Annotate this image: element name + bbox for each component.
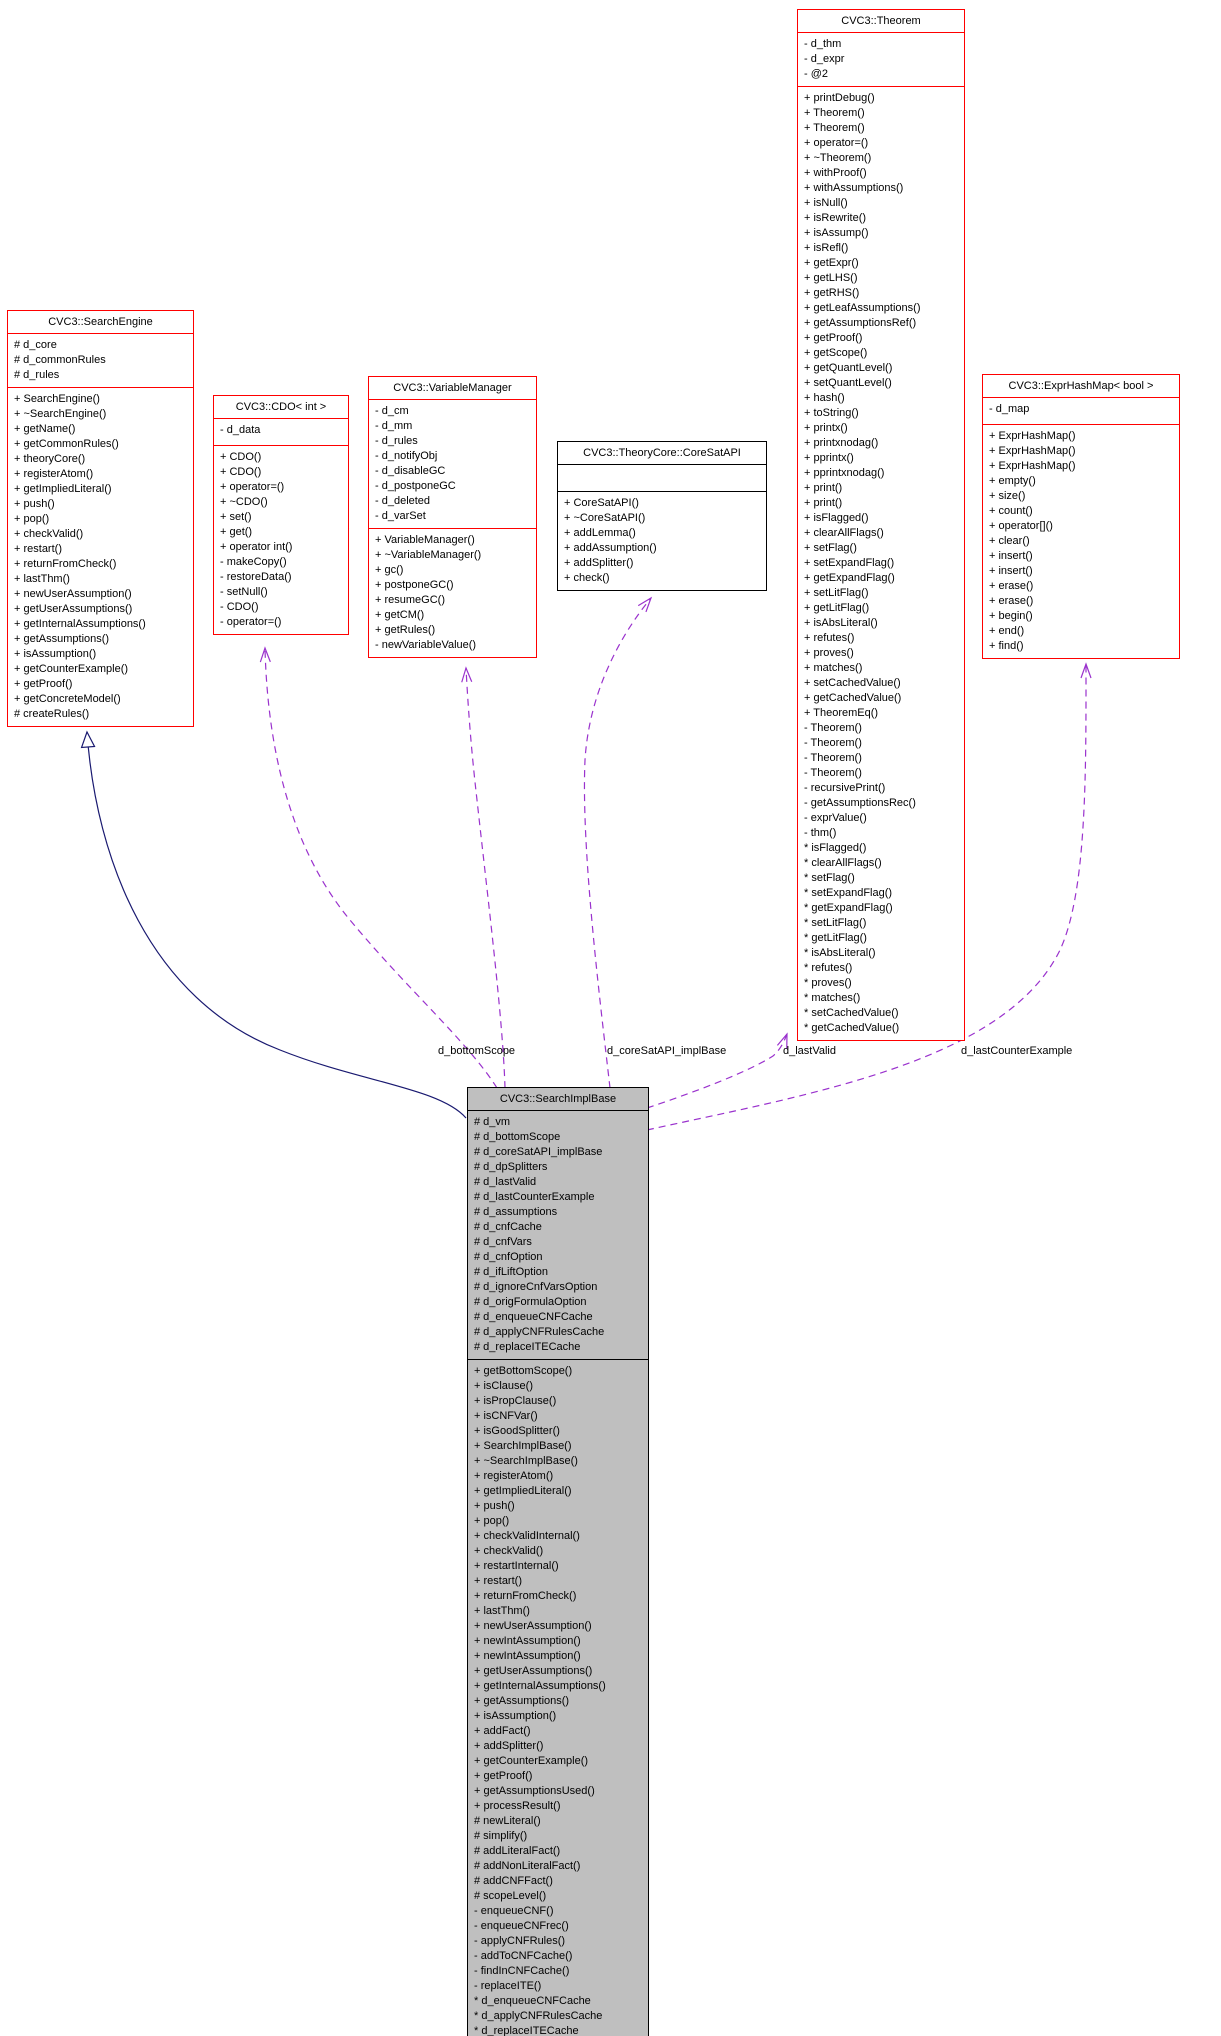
member-line: # d_origFormulaOption bbox=[474, 1296, 587, 1308]
member-line: + addLemma() bbox=[564, 527, 636, 539]
class-box-exprhashmap-bool bbox=[982, 374, 1180, 659]
member-line: - d_mm bbox=[375, 420, 413, 432]
member-line: * getCachedValue() bbox=[804, 1022, 900, 1034]
member-line: # addCNFFact() bbox=[474, 1875, 553, 1887]
class-title: CVC3::TheoryCore::CoreSatAPI bbox=[583, 447, 741, 459]
member-line: + size() bbox=[989, 490, 1026, 502]
member-line: + getCachedValue() bbox=[804, 692, 902, 704]
member-line: * setCachedValue() bbox=[804, 1007, 899, 1019]
member-line: + isRewrite() bbox=[804, 212, 867, 224]
member-line: + addFact() bbox=[474, 1725, 531, 1737]
member-line: + operator int() bbox=[220, 541, 293, 553]
class-title: CVC3::SearchEngine bbox=[48, 316, 153, 328]
member-line: # addLiteralFact() bbox=[474, 1845, 561, 1857]
member-line: - addToCNFCache() bbox=[474, 1950, 573, 1962]
member-line: - makeCopy() bbox=[220, 556, 287, 568]
member-line: + getLHS() bbox=[804, 272, 858, 284]
member-line: + getLitFlag() bbox=[804, 602, 870, 614]
member-line: # addNonLiteralFact() bbox=[474, 1860, 581, 1872]
member-line: + returnFromCheck() bbox=[474, 1590, 577, 1602]
member-line: + withAssumptions() bbox=[804, 182, 904, 194]
member-line: + toString() bbox=[804, 407, 859, 419]
member-line: - replaceITE() bbox=[474, 1980, 542, 1992]
member-line: + printxnodag() bbox=[804, 437, 879, 449]
member-line: * getLitFlag() bbox=[804, 932, 867, 944]
class-box-cdo-int bbox=[213, 395, 349, 635]
edge-label-d-bottomscope: d_bottomScope bbox=[438, 1045, 516, 1057]
member-line: + getCommonRules() bbox=[14, 438, 119, 450]
class-title: CVC3::CDO< int > bbox=[235, 401, 327, 413]
member-line: + end() bbox=[989, 625, 1025, 637]
class-attributes bbox=[468, 1110, 648, 1359]
member-line: * isAbsLiteral() bbox=[804, 947, 876, 959]
member-line: - @2 bbox=[804, 68, 829, 80]
member-line: + getCM() bbox=[375, 609, 425, 621]
member-line: + restartInternal() bbox=[474, 1560, 559, 1572]
member-line: + getCounterExample() bbox=[474, 1755, 589, 1767]
member-line: - d_expr bbox=[804, 53, 845, 65]
member-line: - applyCNFRules() bbox=[474, 1935, 566, 1947]
member-line: - setNull() bbox=[220, 586, 268, 598]
member-line: + getAssumptionsRef() bbox=[804, 317, 917, 329]
member-line: + ~SearchEngine() bbox=[14, 408, 107, 420]
member-line: # d_cnfOption bbox=[474, 1251, 543, 1263]
member-line: * isFlagged() bbox=[804, 842, 867, 854]
member-line: # d_lastCounterExample bbox=[474, 1191, 595, 1203]
member-line: - d_rules bbox=[375, 435, 418, 447]
member-line: # d_replaceITECache bbox=[474, 1341, 581, 1353]
member-line: + ~CoreSatAPI() bbox=[564, 512, 646, 524]
member-line: + isAssump() bbox=[804, 227, 869, 239]
class-attributes bbox=[558, 464, 766, 491]
member-line: + CoreSatAPI() bbox=[564, 497, 639, 509]
member-line: + getCounterExample() bbox=[14, 663, 129, 675]
class-attributes bbox=[798, 32, 964, 86]
member-line: + getProof() bbox=[474, 1770, 533, 1782]
member-line: + printx() bbox=[804, 422, 848, 434]
member-line: - d_thm bbox=[804, 38, 842, 50]
member-line: + clearAllFlags() bbox=[804, 527, 884, 539]
member-line: + getUserAssumptions() bbox=[474, 1665, 593, 1677]
member-line: - d_notifyObj bbox=[375, 450, 438, 462]
class-methods bbox=[468, 1359, 648, 2036]
member-line: + checkValid() bbox=[474, 1545, 544, 1557]
edge-d-vm-to-variablemanager bbox=[466, 668, 505, 1088]
class-attributes bbox=[369, 399, 536, 528]
edge-label-d-lastvalid: d_lastValid bbox=[783, 1045, 836, 1057]
class-attributes bbox=[983, 397, 1179, 424]
member-line: + isAssumption() bbox=[474, 1710, 557, 1722]
member-line: + getQuantLevel() bbox=[804, 362, 893, 374]
member-line: * d_applyCNFRulesCache bbox=[474, 2010, 603, 2022]
class-box-searchimplbase bbox=[467, 1087, 649, 2036]
member-line: + hash() bbox=[804, 392, 845, 404]
member-line: + ExprHashMap() bbox=[989, 460, 1076, 472]
member-line: + setCachedValue() bbox=[804, 677, 901, 689]
member-line: + newIntAssumption() bbox=[474, 1650, 581, 1662]
member-line: + insert() bbox=[989, 550, 1033, 562]
member-line: - getAssumptionsRec() bbox=[804, 797, 916, 809]
member-line: + gc() bbox=[375, 564, 404, 576]
member-line: + isGoodSplitter() bbox=[474, 1425, 560, 1437]
member-line: + isAbsLiteral() bbox=[804, 617, 878, 629]
member-line: + isRefl() bbox=[804, 242, 849, 254]
member-line: + getImpliedLiteral() bbox=[474, 1485, 572, 1497]
member-line: + getUserAssumptions() bbox=[14, 603, 133, 615]
member-line: + getScope() bbox=[804, 347, 868, 359]
member-line: + count() bbox=[989, 505, 1033, 517]
member-line: + set() bbox=[220, 511, 252, 523]
member-line: * setLitFlag() bbox=[804, 917, 867, 929]
member-line: - Theorem() bbox=[804, 737, 862, 749]
member-line: + CDO() bbox=[220, 451, 262, 463]
member-line: - d_postponeGC bbox=[375, 480, 456, 492]
member-line: + print() bbox=[804, 497, 843, 509]
member-line: + ExprHashMap() bbox=[989, 445, 1076, 457]
member-line: + push() bbox=[14, 498, 55, 510]
member-line: + print() bbox=[804, 482, 843, 494]
class-title: CVC3::ExprHashMap< bool > bbox=[1008, 380, 1154, 392]
class-methods bbox=[558, 491, 766, 590]
member-line: * setExpandFlag() bbox=[804, 887, 893, 899]
member-line: + getConcreteModel() bbox=[14, 693, 121, 705]
member-line: + clear() bbox=[989, 535, 1030, 547]
class-box-theorycore-coresatapi bbox=[557, 441, 767, 591]
edge-d-bottomscope-to-cdo bbox=[265, 648, 497, 1088]
member-line: + operator[]() bbox=[989, 520, 1053, 532]
member-line: + insert() bbox=[989, 565, 1033, 577]
member-line: + addSplitter() bbox=[564, 557, 634, 569]
member-line: + addAssumption() bbox=[564, 542, 657, 554]
member-line: + isClause() bbox=[474, 1380, 533, 1392]
member-line: + SearchImplBase() bbox=[474, 1440, 572, 1452]
class-methods bbox=[214, 445, 348, 634]
member-line: + check() bbox=[564, 572, 610, 584]
edge-label-d-lastcounterexample: d_lastCounterExample bbox=[961, 1045, 1073, 1057]
class-box-theorem bbox=[797, 9, 965, 1041]
member-line: + getExpandFlag() bbox=[804, 572, 895, 584]
member-line: - CDO() bbox=[220, 601, 259, 613]
member-line: + getProof() bbox=[14, 678, 73, 690]
member-line: + ~VariableManager() bbox=[375, 549, 482, 561]
class-methods bbox=[369, 528, 536, 657]
member-line: + restart() bbox=[474, 1575, 522, 1587]
class-box-variablemanager bbox=[368, 376, 537, 658]
member-line: + setExpandFlag() bbox=[804, 557, 895, 569]
member-line: # simplify() bbox=[474, 1830, 528, 1842]
member-line: + Theorem() bbox=[804, 107, 865, 119]
member-line: + getProof() bbox=[804, 332, 863, 344]
member-line: + ExprHashMap() bbox=[989, 430, 1076, 442]
member-line: + newIntAssumption() bbox=[474, 1635, 581, 1647]
member-line: + begin() bbox=[989, 610, 1033, 622]
member-line: + getRHS() bbox=[804, 287, 860, 299]
member-line: - enqueueCNFrec() bbox=[474, 1920, 569, 1932]
member-line: + getLeafAssumptions() bbox=[804, 302, 921, 314]
member-line: + getInternalAssumptions() bbox=[14, 618, 146, 630]
member-line: # d_ignoreCnfVarsOption bbox=[474, 1281, 598, 1293]
member-line: # d_vm bbox=[474, 1116, 511, 1128]
member-line: + lastThm() bbox=[474, 1605, 530, 1617]
member-line: - d_cm bbox=[375, 405, 409, 417]
member-line: + matches() bbox=[804, 662, 863, 674]
class-box-searchengine bbox=[7, 310, 194, 727]
member-line: - thm() bbox=[804, 827, 837, 839]
member-line: + pprintx() bbox=[804, 452, 854, 464]
member-line: * d_enqueueCNFCache bbox=[474, 1995, 591, 2007]
member-line: * matches() bbox=[804, 992, 861, 1004]
member-line: - d_disableGC bbox=[375, 465, 446, 477]
member-line: + restart() bbox=[14, 543, 62, 555]
class-methods bbox=[8, 387, 193, 726]
class-attributes bbox=[8, 333, 193, 387]
member-line: + Theorem() bbox=[804, 122, 865, 134]
member-line: + newUserAssumption() bbox=[474, 1620, 592, 1632]
member-line: + VariableManager() bbox=[375, 534, 475, 546]
member-line: + operator=() bbox=[804, 137, 869, 149]
member-line: - d_varSet bbox=[375, 510, 426, 522]
member-line: + theoryCore() bbox=[14, 453, 86, 465]
member-line: + erase() bbox=[989, 595, 1034, 607]
class-methods bbox=[983, 424, 1179, 658]
member-line: + ~SearchImplBase() bbox=[474, 1455, 578, 1467]
member-line: + pop() bbox=[14, 513, 50, 525]
member-line: - Theorem() bbox=[804, 767, 862, 779]
class-methods bbox=[798, 86, 964, 1040]
member-line: # d_dpSplitters bbox=[474, 1161, 548, 1173]
member-line: + resumeGC() bbox=[375, 594, 445, 606]
member-line: # d_bottomScope bbox=[474, 1131, 561, 1143]
member-line: + get() bbox=[220, 526, 253, 538]
member-line: - d_deleted bbox=[375, 495, 431, 507]
member-line: # scopeLevel() bbox=[474, 1890, 547, 1902]
member-line: - operator=() bbox=[220, 616, 282, 628]
member-line: + isAssumption() bbox=[14, 648, 97, 660]
edge-d-coresatapi-implbase-to-coresatapi bbox=[584, 598, 651, 1088]
member-line: + postponeGC() bbox=[375, 579, 454, 591]
class-attributes bbox=[214, 418, 348, 445]
member-line: * refutes() bbox=[804, 962, 853, 974]
member-line: # d_enqueueCNFCache bbox=[474, 1311, 593, 1323]
member-line: + ~CDO() bbox=[220, 496, 268, 508]
edge-label-d-coresatapi-implbase: d_coreSatAPI_implBase bbox=[607, 1045, 727, 1057]
member-line: + refutes() bbox=[804, 632, 855, 644]
member-line: + find() bbox=[989, 640, 1024, 652]
member-line: + getName() bbox=[14, 423, 76, 435]
member-line: + setFlag() bbox=[804, 542, 857, 554]
member-line: - Theorem() bbox=[804, 722, 862, 734]
member-line: - recursivePrint() bbox=[804, 782, 886, 794]
member-line: + returnFromCheck() bbox=[14, 558, 117, 570]
member-line: * clearAllFlags() bbox=[804, 857, 882, 869]
member-line: + newUserAssumption() bbox=[14, 588, 132, 600]
member-line: + CDO() bbox=[220, 466, 262, 478]
member-line: + getRules() bbox=[375, 624, 436, 636]
class-title: CVC3::VariableManager bbox=[393, 382, 512, 394]
member-line: + TheoremEq() bbox=[804, 707, 879, 719]
member-line: # d_commonRules bbox=[14, 354, 106, 366]
member-line: + getBottomScope() bbox=[474, 1365, 573, 1377]
member-line: + checkValid() bbox=[14, 528, 84, 540]
member-line: + checkValidInternal() bbox=[474, 1530, 580, 1542]
member-line: - findInCNFCache() bbox=[474, 1965, 570, 1977]
edge-inheritance-searchimplbase-to-searchengine bbox=[87, 732, 466, 1118]
member-line: # d_coreSatAPI_implBase bbox=[474, 1146, 603, 1158]
member-line: + isPropClause() bbox=[474, 1395, 557, 1407]
member-line: # createRules() bbox=[14, 708, 90, 720]
member-line: + addSplitter() bbox=[474, 1740, 544, 1752]
member-line: * getExpandFlag() bbox=[804, 902, 893, 914]
member-line: + isCNFVar() bbox=[474, 1410, 538, 1422]
member-line: + setLitFlag() bbox=[804, 587, 869, 599]
member-line: + erase() bbox=[989, 580, 1034, 592]
member-line: # d_lastValid bbox=[474, 1176, 537, 1188]
member-line: # d_cnfCache bbox=[474, 1221, 542, 1233]
member-line: + ~Theorem() bbox=[804, 152, 872, 164]
member-line: + getAssumptions() bbox=[474, 1695, 570, 1707]
member-line: + push() bbox=[474, 1500, 515, 1512]
member-line: - d_data bbox=[220, 424, 261, 436]
member-line: * d_replaceITECache bbox=[474, 2025, 579, 2036]
member-line: + pprintxnodag() bbox=[804, 467, 885, 479]
class-title: CVC3::SearchImplBase bbox=[499, 1093, 617, 1105]
member-line: + isNull() bbox=[804, 197, 848, 209]
member-line: - exprValue() bbox=[804, 812, 867, 824]
member-line: # d_applyCNFRulesCache bbox=[474, 1326, 605, 1338]
member-line: - enqueueCNF() bbox=[474, 1905, 554, 1917]
member-line: + getImpliedLiteral() bbox=[14, 483, 112, 495]
member-line: + processResult() bbox=[474, 1800, 561, 1812]
member-line: + empty() bbox=[989, 475, 1036, 487]
member-line: # d_assumptions bbox=[474, 1206, 558, 1218]
member-line: + operator=() bbox=[220, 481, 285, 493]
member-line: + printDebug() bbox=[804, 92, 875, 104]
member-line: - newVariableValue() bbox=[375, 639, 477, 651]
member-line: + getAssumptionsUsed() bbox=[474, 1785, 595, 1797]
member-line: + registerAtom() bbox=[14, 468, 94, 480]
member-line: + getInternalAssumptions() bbox=[474, 1680, 606, 1692]
member-line: + proves() bbox=[804, 647, 854, 659]
member-line: # d_rules bbox=[14, 369, 60, 381]
member-line: * setFlag() bbox=[804, 872, 855, 884]
member-line: # d_ifLiftOption bbox=[474, 1266, 548, 1278]
class-title: CVC3::Theorem bbox=[841, 15, 921, 27]
member-line: + pop() bbox=[474, 1515, 510, 1527]
member-line: + getExpr() bbox=[804, 257, 859, 269]
member-line: - d_map bbox=[989, 403, 1030, 415]
member-line: # d_cnfVars bbox=[474, 1236, 532, 1248]
member-line: + setQuantLevel() bbox=[804, 377, 892, 389]
member-line: - Theorem() bbox=[804, 752, 862, 764]
member-line: + registerAtom() bbox=[474, 1470, 554, 1482]
member-line: # newLiteral() bbox=[474, 1815, 541, 1827]
member-line: - restoreData() bbox=[220, 571, 292, 583]
member-line: * proves() bbox=[804, 977, 852, 989]
member-line: + isFlagged() bbox=[804, 512, 869, 524]
member-line: # d_core bbox=[14, 339, 57, 351]
member-line: + withProof() bbox=[804, 167, 867, 179]
member-line: + getAssumptions() bbox=[14, 633, 110, 645]
member-line: + SearchEngine() bbox=[14, 393, 100, 405]
member-line: + lastThm() bbox=[14, 573, 70, 585]
